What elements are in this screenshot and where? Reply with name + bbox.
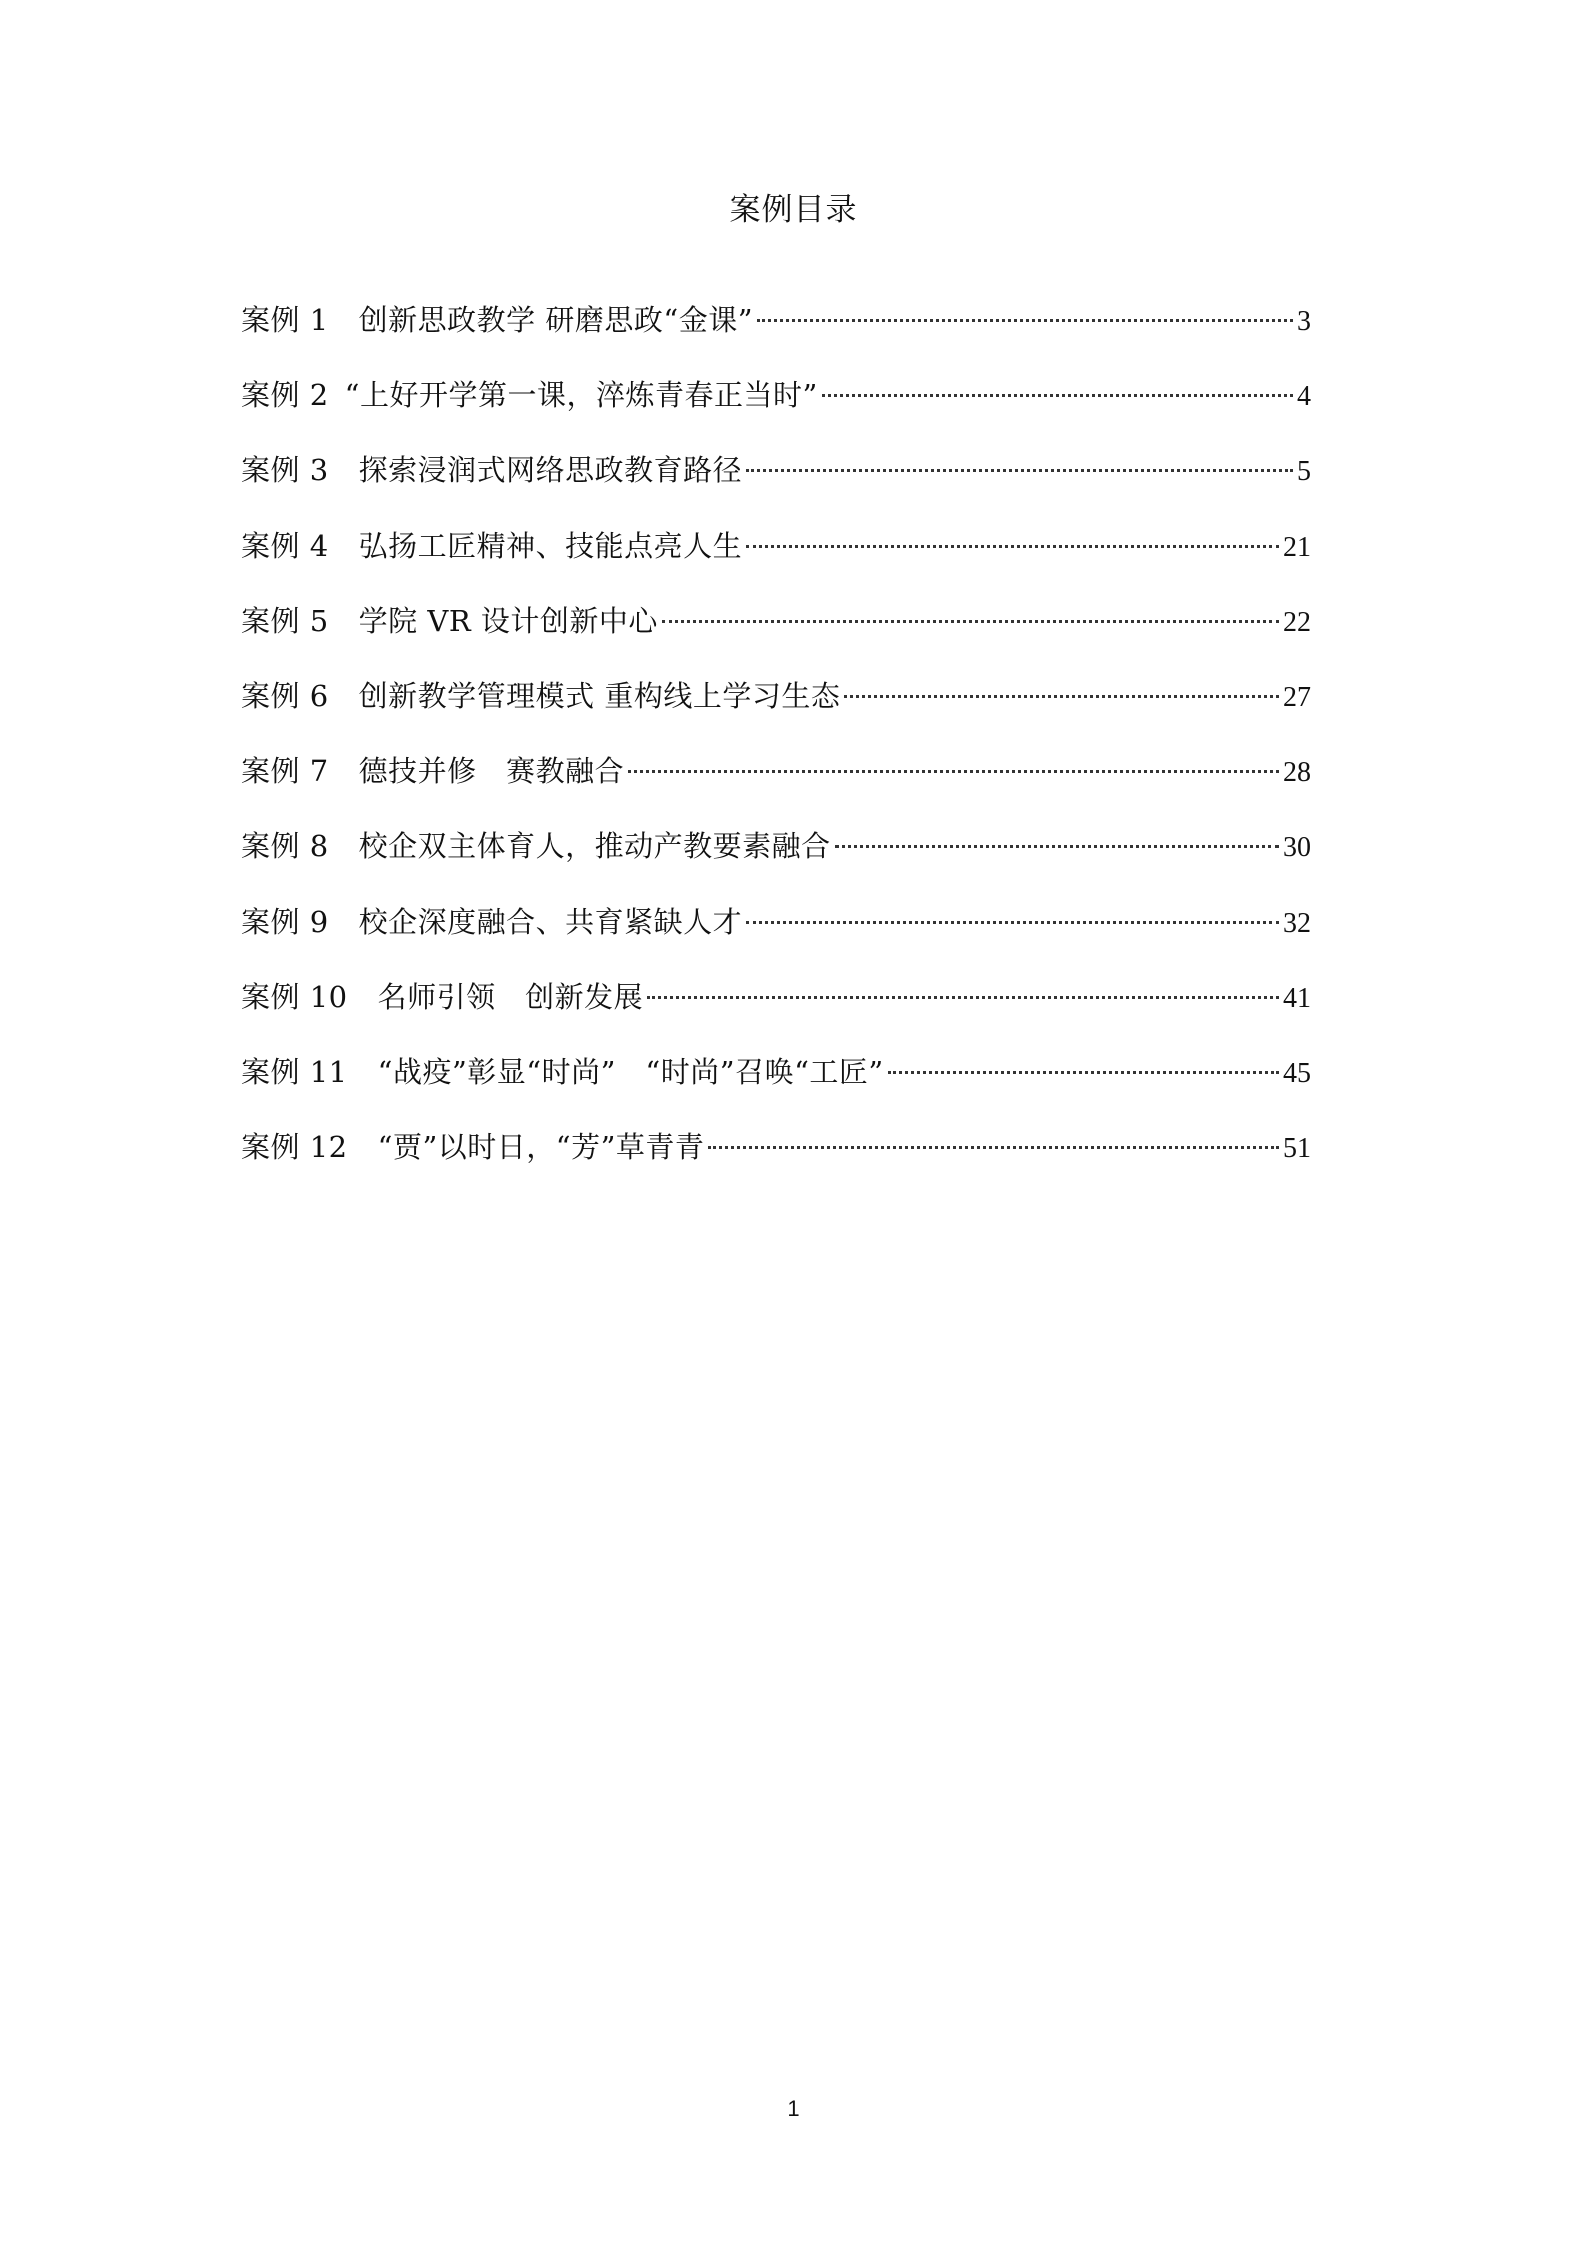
toc-entry-title: 校企双主体育人，推动产教要素融合 xyxy=(358,829,831,864)
toc-entry-page: 28 xyxy=(1283,757,1311,789)
toc-entry[interactable] xyxy=(241,749,1311,824)
toc-entry-page: 41 xyxy=(1283,982,1311,1014)
toc-entry[interactable] xyxy=(241,599,1311,674)
toc-entry-title: 弘扬工匠精神、技能点亮人生 xyxy=(358,528,743,563)
toc-entry-title: “贾”以时日，“芳”草青青 xyxy=(377,1130,705,1165)
toc-entry-page: 21 xyxy=(1283,531,1311,563)
toc-leader-dots xyxy=(708,1146,1279,1149)
toc-leader-dots xyxy=(746,921,1279,924)
toc-entry-label: 案例 8 xyxy=(241,829,329,864)
toc-entry-page: 27 xyxy=(1283,681,1311,713)
toc-entry-page: 4 xyxy=(1297,381,1311,413)
table-of-contents xyxy=(241,298,1311,1200)
toc-entry[interactable] xyxy=(241,373,1311,448)
toc-entry-label: 案例 2 xyxy=(241,378,329,413)
toc-entry-title: 校企深度融合、共育紧缺人才 xyxy=(358,904,743,939)
toc-leader-dots xyxy=(844,695,1279,698)
page-number: 1 xyxy=(787,2096,800,2121)
toc-entry-page: 30 xyxy=(1283,832,1311,864)
toc-leader-dots xyxy=(835,845,1279,848)
toc-entry-label: 案例 12 xyxy=(241,1130,348,1165)
toc-entry-title: 德技并修 赛教融合 xyxy=(358,754,625,789)
toc-entry-title: 创新思政教学 研磨思政“金课” xyxy=(358,303,754,337)
toc-entry[interactable] xyxy=(241,824,1311,899)
toc-entry[interactable] xyxy=(241,900,1311,975)
toc-leader-dots xyxy=(822,394,1293,397)
toc-entry[interactable] xyxy=(241,298,1311,373)
toc-entry-title: 探索浸润式网络思政教育路径 xyxy=(358,453,743,488)
toc-leader-dots xyxy=(746,469,1293,472)
toc-leader-dots xyxy=(662,620,1279,623)
toc-entry[interactable] xyxy=(241,1050,1311,1125)
page-title: 案例目录 xyxy=(729,192,858,228)
toc-entry-label: 案例 7 xyxy=(241,754,329,789)
toc-entry[interactable] xyxy=(241,524,1311,599)
toc-entry-label: 案例 5 xyxy=(241,603,329,638)
toc-entry[interactable] xyxy=(241,448,1311,523)
toc-entry-label: 案例 3 xyxy=(241,453,329,488)
toc-entry-page: 3 xyxy=(1297,306,1311,337)
toc-entry-label: 案例 1 xyxy=(241,303,329,337)
toc-entry-label: 案例 9 xyxy=(241,904,329,939)
toc-leader-dots xyxy=(757,319,1293,322)
toc-entry-label: 案例 6 xyxy=(241,678,329,713)
toc-entry-title: 名师引领 创新发展 xyxy=(377,979,644,1014)
toc-entry-label: 案例 4 xyxy=(241,528,329,563)
toc-entry-page: 51 xyxy=(1283,1133,1311,1165)
toc-entry-label: 案例 10 xyxy=(241,979,348,1014)
toc-leader-dots xyxy=(628,770,1279,773)
toc-entry-page: 22 xyxy=(1283,606,1311,638)
toc-entry-title: 学院 VR 设计创新中心 xyxy=(358,603,658,638)
toc-entry[interactable] xyxy=(241,1125,1311,1200)
toc-leader-dots xyxy=(647,996,1279,999)
toc-leader-dots xyxy=(888,1071,1279,1074)
toc-entry-title: 创新教学管理模式 重构线上学习生态 xyxy=(358,678,841,713)
toc-entry[interactable] xyxy=(241,674,1311,749)
toc-entry-page: 45 xyxy=(1283,1057,1311,1089)
toc-entry-page: 32 xyxy=(1283,907,1311,939)
toc-entry-title: “上好开学第一课，淬炼青春正当时” xyxy=(344,378,818,413)
toc-leader-dots xyxy=(746,545,1279,548)
toc-entry-label: 案例 11 xyxy=(241,1054,348,1089)
toc-entry-title: “战疫”彰显“时尚” “时尚”召唤“工匠” xyxy=(377,1054,884,1089)
toc-entry-page: 5 xyxy=(1297,456,1311,488)
toc-entry[interactable] xyxy=(241,975,1311,1050)
